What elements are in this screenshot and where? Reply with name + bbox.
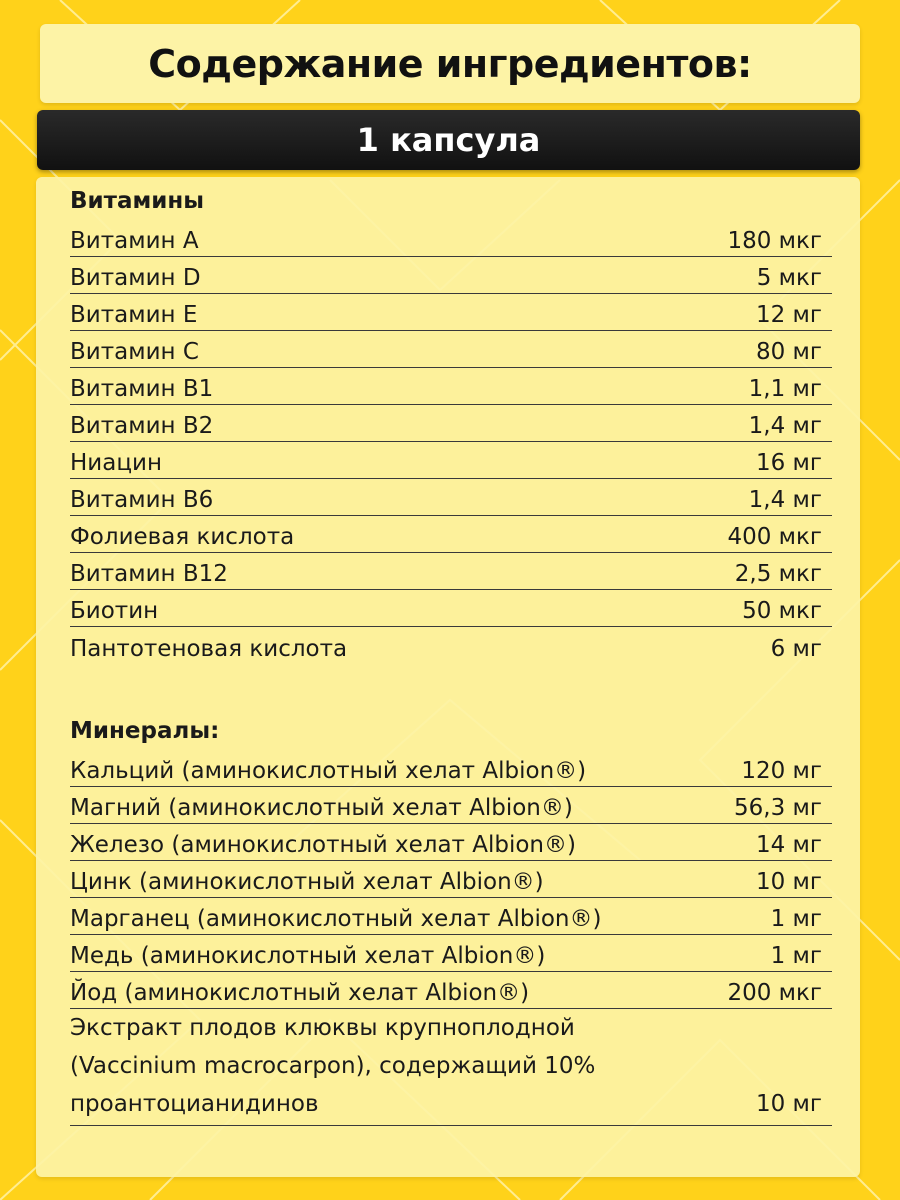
ingredient-row [70, 861, 832, 898]
ingredient-name: Магний (аминокислотный хелат Albion®) [70, 795, 573, 821]
page-title: Содержание ингредиентов: [148, 41, 752, 86]
vitamins-heading: Витамины [70, 188, 205, 214]
ingredient-amount: 14 мг [755, 832, 822, 858]
extract-name-line: проантоцианидинов [70, 1091, 319, 1117]
extract-name-line: Экстракт плодов клюквы крупноплодной [70, 1015, 575, 1041]
ingredient-name: Фолиевая кислота [70, 524, 295, 550]
ingredient-row [70, 590, 832, 627]
ingredient-amount: 10 мг [755, 869, 822, 895]
ingredient-name: Железо (аминокислотный хелат Albion®) [70, 832, 576, 858]
ingredient-amount: 1 мг [770, 943, 822, 969]
ingredient-amount: 56,3 мг [734, 795, 822, 821]
ingredient-name: Витамин В6 [70, 487, 214, 513]
ingredient-name: Ниацин [70, 450, 162, 476]
minerals-heading: Минералы: [70, 718, 220, 744]
ingredient-name: Цинк (аминокислотный хелат Albion®) [70, 869, 544, 895]
serving-bar [37, 110, 860, 170]
ingredient-name: Витамин D [70, 265, 201, 291]
ingredient-row [70, 405, 832, 442]
ingredient-amount: 400 мкг [727, 524, 822, 550]
ingredient-name: Витамин А [70, 228, 199, 254]
ingredient-amount: 80 мг [755, 339, 822, 365]
ingredient-amount: 2,5 мкг [734, 561, 822, 587]
ingredient-row [70, 331, 832, 368]
ingredient-name: Биотин [70, 598, 159, 624]
ingredient-row [70, 442, 832, 479]
ingredient-amount: 50 мкг [742, 598, 822, 624]
extract-amount: 10 мг [755, 1091, 822, 1117]
ingredient-row [70, 220, 832, 257]
ingredient-name: Медь (аминокислотный хелат Albion®) [70, 943, 546, 969]
ingredient-amount: 12 мг [755, 302, 822, 328]
extract-row [70, 1009, 832, 1126]
ingredient-row [70, 627, 832, 664]
section-spacer [70, 664, 832, 712]
ingredient-amount: 16 мг [755, 450, 822, 476]
ingredient-amount: 1 мг [770, 906, 822, 932]
ingredient-row [70, 368, 832, 405]
ingredient-name: Кальций (аминокислотный хелат Albion®) [70, 758, 587, 784]
ingredient-row [70, 750, 832, 787]
ingredient-row [70, 898, 832, 935]
ingredient-row [70, 516, 832, 553]
ingredient-amount: 180 мкг [727, 228, 822, 254]
ingredient-row [70, 972, 832, 1009]
extract-name-line: (Vaccinium macrocarpon), содержащий 10% [70, 1053, 596, 1079]
serving-label: 1 капсула [356, 121, 541, 159]
ingredient-name: Витамин В1 [70, 376, 214, 402]
ingredient-row [70, 479, 832, 516]
ingredient-amount: 5 мкг [756, 265, 822, 291]
ingredient-amount: 120 мг [741, 758, 822, 784]
ingredient-row [70, 824, 832, 861]
ingredients-list [70, 182, 832, 1126]
ingredient-row [70, 294, 832, 331]
ingredient-name: Витамин Е [70, 302, 198, 328]
ingredient-name: Йод (аминокислотный хелат Albion®) [70, 980, 530, 1006]
ingredient-amount: 1,1 мг [748, 376, 822, 402]
ingredient-row [70, 257, 832, 294]
ingredient-amount: 6 мг [770, 636, 822, 662]
ingredient-amount: 1,4 мг [748, 487, 822, 513]
ingredient-name: Витамин С [70, 339, 199, 365]
ingredient-name: Витамин В12 [70, 561, 228, 587]
ingredient-row [70, 935, 832, 972]
ingredient-amount: 200 мкг [727, 980, 822, 1006]
ingredient-name: Пантотеновая кислота [70, 636, 348, 662]
ingredient-name: Марганец (аминокислотный хелат Albion®) [70, 906, 602, 932]
title-banner [40, 24, 860, 103]
ingredient-row [70, 787, 832, 824]
ingredient-row [70, 553, 832, 590]
ingredient-name: Витамин В2 [70, 413, 214, 439]
ingredient-amount: 1,4 мг [748, 413, 822, 439]
extract-name [70, 1009, 595, 1123]
